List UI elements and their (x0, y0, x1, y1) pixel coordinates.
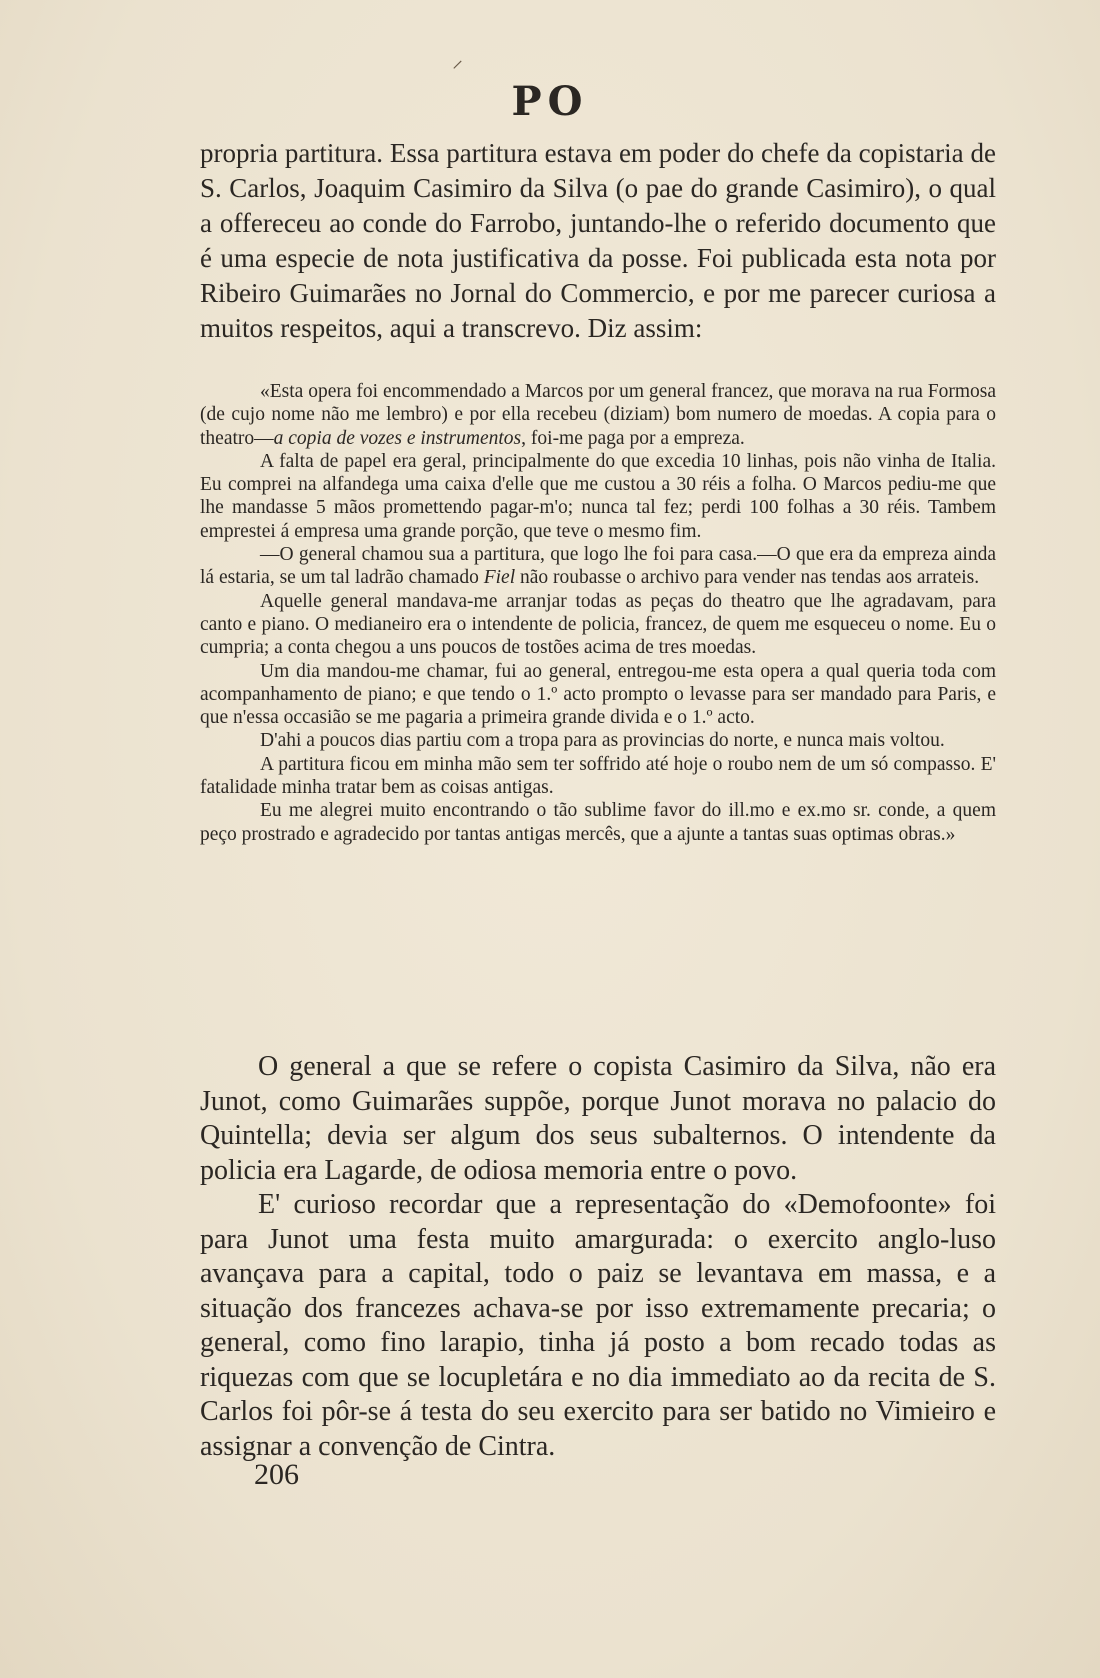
quote-text: , foi-me paga por a empreza. (521, 427, 745, 449)
quote-text: —O general chamou sua a partitura, que logo lhe foi para casa.—O que era da empreza ainda lá estaria, se um tal ladrão chamado (200, 544, 996, 589)
paragraph-intro: propria partitura. Essa partitura estava em poder do chefe da copistaria de S. Carlos, Joaquim Casimiro da Silva (o pae do grande Casimiro), o qual a offereceu ao conde do Farrobo, juntando-lhe o referido documento que é uma especie de nota justificativa da posse. Foi publicada esta nota por Ribeiro Guimarães no Jornal do Commercio, e por me parecer curiosa a muitos respeitos, aqui a transcrevo. Diz assim: (200, 138, 996, 343)
quote-paragraph-3 (200, 543, 996, 590)
paragraph-general: O general a que se refere o copista Casimiro da Silva, não era Junot, como Guimarães suppõe, porque Junot morava no palacio do Quintella; devia ser algum dos seus subalternos. O intendente da policia era Lagarde, de odiosa memoria entre o povo. (200, 1051, 996, 1186)
quote-paragraph-2: A falta de papel era geral, principalmente do que excedia 10 linhas, pois não vinha de Italia. Eu comprei na alfandega uma caixa d'elle que me custou a 30 réis a folha. O Marcos pediu-me que lhe mandasse 5 mãos promettendo pagar-m'o; nunca tal fez; perdi 100 folhas a 30 réis. Tambem emprestei á empresa uma grande porção, que teve o mesmo fim. (200, 450, 996, 542)
quote-paragraph-5: Um dia mandou-me chamar, fui ao general, entregou-me esta opera a qual queria toda com acompanhamento de piano; e que tendo o 1.º acto prompto o levasse para ser mandado para Paris, e que n'essa occasião se me pagaria a primeira grande divida e o 1.º acto. (200, 660, 996, 729)
quote-italic-text: Fiel (483, 567, 516, 589)
quote-paragraph-1 (200, 380, 996, 450)
quote-paragraph-7: A partitura ficou em minha mão sem ter soffrido até hoje o roubo nem de um só compasso. E' fatalidade minha tratar bem as coisas antigas. (200, 753, 996, 799)
running-header: PO (511, 78, 589, 125)
quote-paragraph-6: D'ahi a poucos dias partiu com a tropa para as provincias do norte, e nunca mais voltou. (260, 730, 945, 752)
quoted-document (200, 380, 996, 846)
paragraph-demofoonte: E' curioso recordar que a representação do «Demofoonte» foi para Junot uma festa muito amargurada: o exercito anglo-luso avançava para a capital, todo o paiz se levantava em massa, e a situação dos francezes achava-se por isso extremamente precaria; o general, como fino larapio, tinha já posto a bom recado todas as riquezas com que se locupletára e no dia immediato ao da recita de S. Carlos foi pôr-se á testa do seu exercito para ser batido no Vimieiro e assignar a convenção de Cintra. (200, 1189, 996, 1462)
quote-text: não roubasse o archivo para vender nas tendas aos arrateis. (515, 567, 980, 589)
ink-mark: ⸝ (452, 47, 464, 72)
page-number: 206 (254, 1458, 299, 1491)
quote-italic-text: a copia de vozes e instrumentos (273, 427, 522, 449)
commentary (200, 1050, 996, 1464)
quote-paragraph-8: Eu me alegrei muito encontrando o tão sublime favor do ill.mo e ex.mo sr. conde, a quem peço prostrado e agradecido por tantas antigas mercês, que a ajunte a tantas suas optimas obras.» (200, 800, 996, 845)
quote-paragraph-4: Aquelle general mandava-me arranjar todas as peças do theatro que lhe agradavam, para canto e piano. O medianeiro era o intendente de policia, francez, de quem me esqueceu o nome. Eu o cumpria; a conta chegou a uns poucos de tostões acima de tres moedas. (200, 590, 996, 659)
quote-text: «Esta opera foi encommendado a Marcos por um general francez, que morava na rua Formosa (de cujo nome não me lembro) e por ella recebeu (diziam) bom numero de moedas. A copia para o theatro— (200, 381, 996, 449)
